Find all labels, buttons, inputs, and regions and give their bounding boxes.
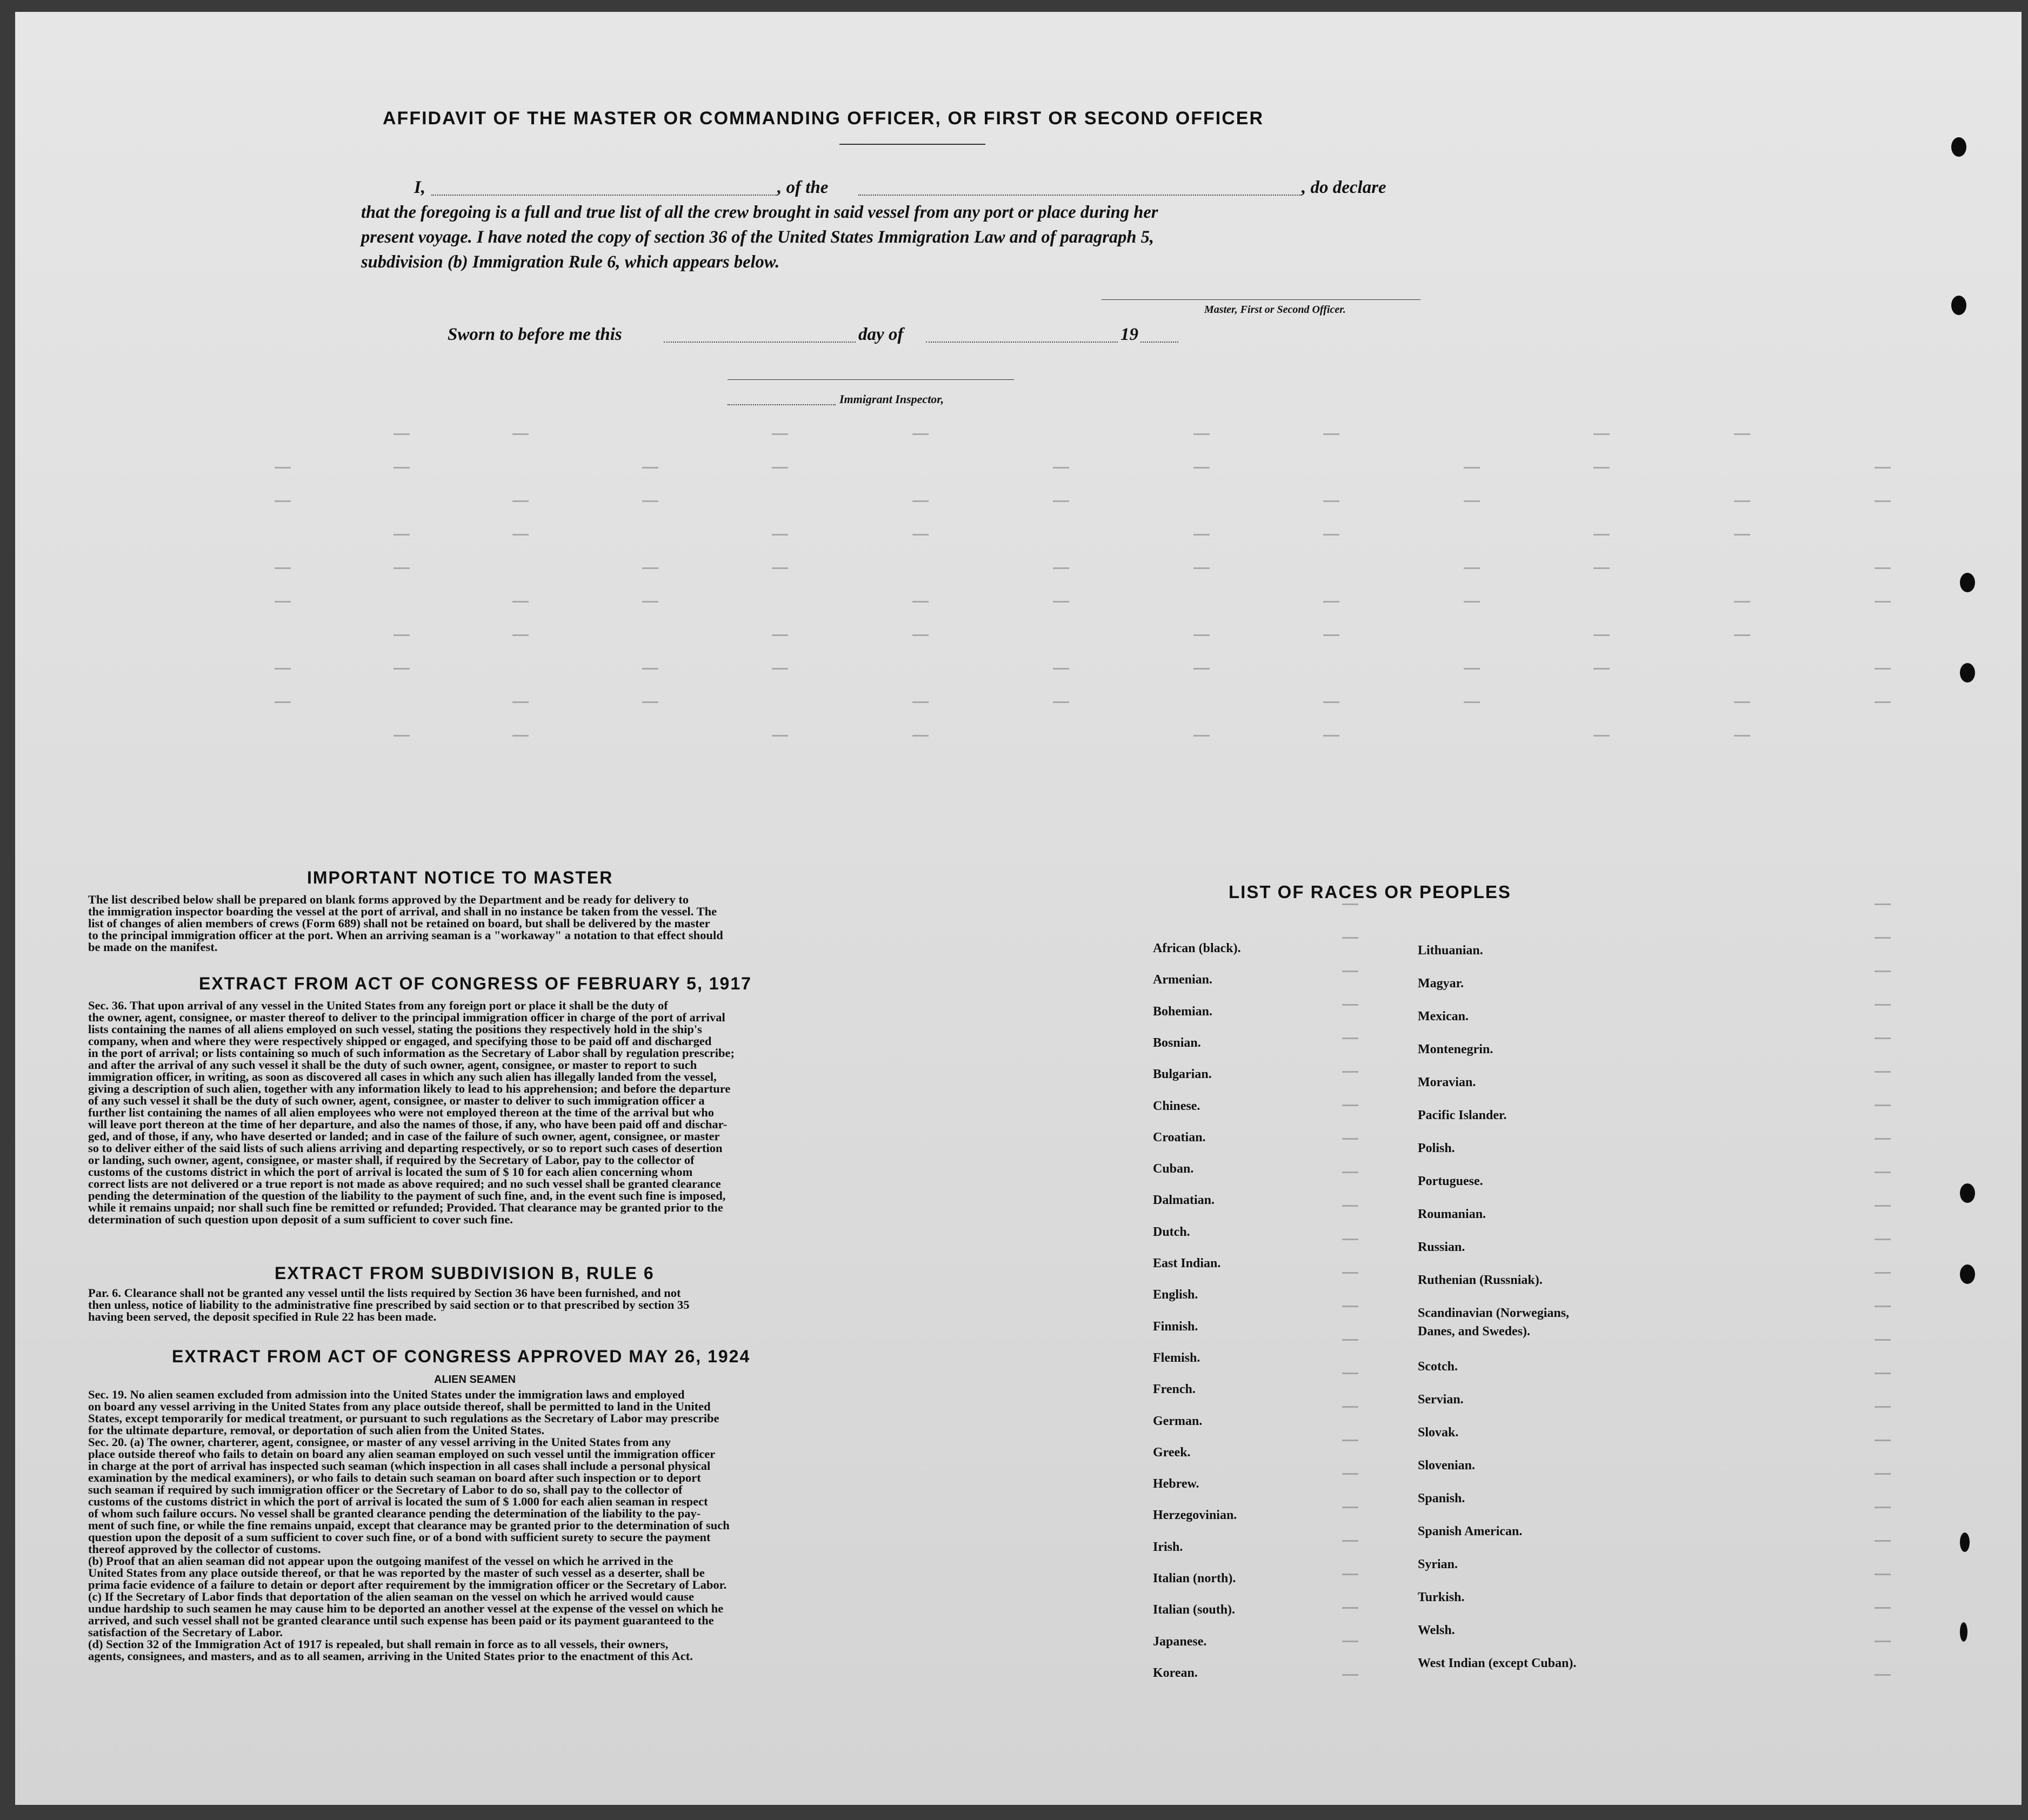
- race-item: Slovak.: [1418, 1426, 1459, 1440]
- form-dash: [642, 567, 658, 569]
- form-dash: [1342, 1339, 1358, 1341]
- form-dash: [1874, 1507, 1891, 1508]
- form-dash: [1464, 601, 1480, 603]
- form-dash: [1342, 1272, 1358, 1274]
- form-dash: [512, 534, 529, 536]
- notice-title: IMPORTANT NOTICE TO MASTER: [307, 868, 613, 887]
- race-item: Greek.: [1153, 1445, 1191, 1460]
- race-item: Magyar.: [1418, 976, 1464, 991]
- form-dash: [393, 668, 410, 670]
- declaration-line-3: present voyage. I have noted the copy of section 36 of the United States Immigration Law and of paragraph 5,: [361, 228, 1154, 247]
- form-dash: [1874, 1138, 1891, 1140]
- form-dash: [1734, 500, 1750, 502]
- form-dash: [512, 634, 529, 636]
- binder-hole: [1960, 663, 1975, 682]
- form-dash: [1053, 567, 1069, 569]
- inspector-label: Immigrant Inspector,: [839, 392, 944, 406]
- race-item: Bohemian.: [1153, 1004, 1213, 1019]
- form-dash: [1874, 1373, 1891, 1374]
- rule-6-line: having been served, the deposit specified in Rule 22 has been made.: [88, 1311, 437, 1323]
- form-dash: [393, 735, 410, 737]
- race-item: Montenegrin.: [1418, 1042, 1493, 1056]
- extract-1917-line: correct lists are not delivered or a true report is not made as above required; and no such vessel shall be granted clearance: [88, 1178, 721, 1190]
- race-item: Lithuanian.: [1418, 944, 1483, 958]
- race-item: East Indian.: [1153, 1256, 1221, 1270]
- race-item: Japanese.: [1153, 1634, 1207, 1649]
- binder-hole: [1960, 1264, 1975, 1284]
- form-dash: [1734, 433, 1750, 435]
- declaration-line-2: that the foregoing is a full and true list of all the crew brought in said vessel from any port or place during her: [361, 203, 1158, 222]
- form-dash: [1874, 1406, 1891, 1408]
- notice-line: list of changes of alien members of crews (Form 689) shall not be retained on board, but shall be delivered by the master: [88, 918, 710, 929]
- extract-1917-line: giving a description of such alien, together with any information likely to lead to his apprehension; and before the departure: [88, 1083, 731, 1095]
- form-dash: [1342, 1607, 1358, 1609]
- race-item: Syrian.: [1418, 1557, 1458, 1571]
- form-dash: [1874, 1440, 1891, 1441]
- extract-1917-line: of any such vessel it shall be the duty of such owner, agent, consignee, or master to deliver to such immigration officer a: [88, 1095, 705, 1107]
- sworn-day-of: day of: [858, 325, 904, 344]
- form-dash: [1342, 1540, 1358, 1542]
- extract-1924-line: (c) If the Secretary of Labor finds that deportation of the alien seaman on the vessel on which he arrived would cause: [88, 1591, 694, 1603]
- form-dash: [772, 534, 788, 536]
- form-dash: [1342, 1038, 1358, 1039]
- form-dash: [1323, 701, 1339, 703]
- form-dash: [1593, 668, 1610, 670]
- form-dash: [1342, 1071, 1358, 1073]
- declaration-do-declare: , do declare: [1302, 178, 1386, 197]
- form-dash: [1874, 904, 1891, 905]
- sworn-year-blank: [1140, 342, 1178, 343]
- form-dash: [1053, 701, 1069, 703]
- extract-1917-line: in the port of arrival; or lists containing so much of such information as the Secretary of Labor shall by regulation prescribe;: [88, 1047, 735, 1059]
- form-dash: [393, 534, 410, 536]
- form-dash: [1053, 601, 1069, 603]
- race-item: Korean.: [1153, 1665, 1198, 1680]
- form-dash: [1464, 567, 1480, 569]
- document-page: [15, 12, 2022, 1805]
- extract-1924-line: ment of such fine, or while the fine remains unpaid, except that clearance may be granted prior to the determination of such: [88, 1520, 730, 1531]
- race-item: Irish.: [1153, 1540, 1183, 1554]
- affidavit-title: AFFIDAVIT OF THE MASTER OR COMMANDING OFFICER, OR FIRST OR SECOND OFFICER: [383, 108, 1264, 129]
- binder-hole: [1960, 1622, 1967, 1642]
- form-dash: [1342, 1004, 1358, 1006]
- form-dash: [772, 467, 788, 469]
- race-item: Portuguese.: [1418, 1174, 1483, 1188]
- form-dash: [1342, 971, 1358, 972]
- form-dash: [1323, 534, 1339, 536]
- race-item: West Indian (except Cuban).: [1418, 1656, 1577, 1670]
- race-item: Danes, and Swedes).: [1418, 1324, 1531, 1339]
- form-dash: [1323, 500, 1339, 502]
- sworn-day-blank: [664, 342, 856, 343]
- form-dash: [772, 634, 788, 636]
- form-dash: [1874, 1205, 1891, 1207]
- race-item: Moravian.: [1418, 1075, 1476, 1089]
- name-blank: [431, 195, 777, 196]
- extract-1924-line: (d) Section 32 of the Immigration Act of 1917 is repealed, but shall remain in force as to all vessels, their owners,: [88, 1638, 669, 1650]
- form-dash: [772, 567, 788, 569]
- form-dash: [1874, 1339, 1891, 1341]
- form-dash: [1874, 1038, 1891, 1039]
- race-item: Scotch.: [1418, 1360, 1458, 1374]
- extract-1924-line: on board any vessel arriving in the United States from any place outside thereof, shall be permitted to land in the United: [88, 1401, 711, 1413]
- form-dash: [1342, 1172, 1358, 1173]
- extract-1924-body: [88, 1389, 904, 1662]
- form-dash: [1593, 467, 1610, 469]
- race-item: African (black).: [1153, 941, 1241, 955]
- form-dash: [912, 433, 929, 435]
- race-item: German.: [1153, 1414, 1203, 1428]
- extract-1924-line: Sec. 20. (a) The owner, charterer, agent, consignee, or master of any vessel arriving in the United States from any: [88, 1436, 671, 1448]
- race-item: French.: [1153, 1382, 1196, 1397]
- form-dash: [1874, 1004, 1891, 1006]
- form-dash: [1593, 634, 1610, 636]
- sworn-prefix: Sworn to before me this: [448, 325, 622, 344]
- form-dash: [1193, 534, 1210, 536]
- form-dash: [1342, 1373, 1358, 1374]
- race-item: Italian (north).: [1153, 1571, 1236, 1585]
- extract-1924-line: arrived, and such vessel shall not be granted clearance until such expense has been paid or its payment guaranteed to the: [88, 1615, 714, 1627]
- race-item: Roumanian.: [1418, 1207, 1486, 1221]
- master-signature-label: Master, First or Second Officer.: [1204, 304, 1346, 316]
- race-item: Hebrew.: [1153, 1477, 1199, 1491]
- form-dash: [1053, 500, 1069, 502]
- form-dash: [1193, 467, 1210, 469]
- race-item: Spanish American.: [1418, 1524, 1523, 1538]
- extract-1924-title: EXTRACT FROM ACT OF CONGRESS APPROVED MAY 26, 1924: [172, 1347, 751, 1366]
- form-dash: [1323, 735, 1339, 737]
- master-signature-line: [1102, 299, 1420, 300]
- form-dash: [275, 668, 291, 670]
- extract-1924-line: thereof approved by the collector of customs.: [88, 1543, 321, 1555]
- notice-line: to the principal immigration officer at the port. When an arriving seaman is a "workaway" a notation to that effect should: [88, 929, 723, 941]
- form-dash: [772, 668, 788, 670]
- form-dash: [275, 701, 291, 703]
- declaration-i: I,: [414, 178, 426, 197]
- form-dash: [1734, 735, 1750, 737]
- extract-1917-line: further list containing the names of all alien employees who were not employed thereon at the time of the arrival but who: [88, 1107, 715, 1119]
- extract-1917-body: [88, 1000, 904, 1226]
- extract-1924-line: States, except temporarily for medical treatment, or pursuant to such regulations as the Secretary of Labor may prescribe: [88, 1413, 719, 1424]
- form-dash: [1342, 1473, 1358, 1475]
- extract-1917-line: customs of the customs district in which the port of arrival is located the sum of $ 10 for each alien concerning whom: [88, 1166, 693, 1178]
- form-dash: [912, 534, 929, 536]
- sworn-year: 19: [1120, 325, 1138, 344]
- form-dash: [275, 500, 291, 502]
- extract-1917-line: lists containing the names of all aliens employed on such vessel, stating the positions they respectively hold in the ship's: [88, 1023, 702, 1035]
- vessel-blank: [858, 195, 1302, 196]
- form-dash: [1874, 1574, 1891, 1575]
- rule-6-line: then unless, notice of liability to the administrative fine prescribed by said section or to that prescribed by section 35: [88, 1299, 690, 1311]
- extract-1924-line: such seaman if required by such immigration officer or the Secretary of Labor to do so, shall pay to the collector of: [88, 1484, 683, 1496]
- binder-hole: [1960, 1183, 1975, 1203]
- extract-1917-line: determination of such question upon deposit of a sum sufficient to cover such fine.: [88, 1214, 513, 1226]
- form-dash: [1342, 1574, 1358, 1575]
- form-dash: [1053, 467, 1069, 469]
- extract-1924-line: examination by the medical examiners), or who fails to detain such seaman on board after such inspection or to deport: [88, 1472, 701, 1484]
- form-dash: [1874, 467, 1891, 469]
- rule-6-body: [88, 1287, 904, 1323]
- form-dash: [393, 433, 410, 435]
- form-dash: [1874, 1172, 1891, 1173]
- form-dash: [1193, 634, 1210, 636]
- race-item: Herzegovinian.: [1153, 1508, 1237, 1523]
- extract-1924-line: Sec. 19. No alien seamen excluded from admission into the United States under the immigration laws and employed: [88, 1389, 685, 1401]
- extract-1924-subtitle: ALIEN SEAMEN: [434, 1374, 516, 1386]
- binder-hole: [1960, 1533, 1970, 1552]
- extract-1924-line: in charge at the port of arrival has inspected such seaman (which inspection in all cases shall include a personal physical: [88, 1460, 711, 1472]
- form-dash: [772, 735, 788, 737]
- extract-1917-line: so to deliver either of the said lists of such aliens arriving and departing respectively, or so to report such cases of desertion: [88, 1142, 723, 1154]
- race-item: Servian.: [1418, 1393, 1464, 1407]
- race-item: Bulgarian.: [1153, 1067, 1212, 1082]
- form-dash: [1734, 701, 1750, 703]
- extract-1924-line: (b) Proof that an alien seaman did not appear upon the outgoing manifest of the vessel on which he arrived in the: [88, 1555, 673, 1567]
- extract-1924-line: question upon the deposit of a sum sufficient to cover such fine, or of a bond with sufficient surety to secure the payment: [88, 1531, 711, 1543]
- rule-6-line: Par. 6. Clearance shall not be granted any vessel until the lists required by Section 36 have been furnished, and not: [88, 1287, 681, 1299]
- form-dash: [912, 701, 929, 703]
- notice-line: be made on the manifest.: [88, 941, 218, 953]
- form-dash: [1193, 433, 1210, 435]
- form-dash: [1874, 1239, 1891, 1240]
- binder-hole: [1951, 296, 1966, 315]
- race-item: Croatian.: [1153, 1130, 1206, 1145]
- form-dash: [1874, 1306, 1891, 1307]
- extract-1917-title: EXTRACT FROM ACT OF CONGRESS OF FEBRUARY 5, 1917: [199, 974, 752, 993]
- race-item: Polish.: [1418, 1141, 1455, 1155]
- extract-1917-line: pending the determination of the question of the liability to the payment of such fine, and, in the event such fine is imposed,: [88, 1190, 726, 1202]
- race-item: Mexican.: [1418, 1009, 1469, 1023]
- declaration-line-4: subdivision (b) Immigration Rule 6, which appears below.: [361, 252, 780, 272]
- extract-1917-line: or landing, such owner, agent, consignee, or master shall, if required by the Secretary of Labor, pay to the collector of: [88, 1154, 695, 1166]
- form-dash: [512, 433, 529, 435]
- race-item: Cuban.: [1153, 1162, 1194, 1176]
- form-dash: [1593, 433, 1610, 435]
- race-item: Scandinavian (Norwegians,: [1418, 1306, 1570, 1320]
- race-item: Slovenian.: [1418, 1458, 1476, 1473]
- form-dash: [1342, 904, 1358, 905]
- title-underline: [839, 144, 985, 145]
- form-dash: [1323, 634, 1339, 636]
- extract-1917-line: the owner, agent, consignee, or master thereof to deliver to the principal immigration officer in charge of the port of arrival: [88, 1012, 725, 1023]
- race-item: Armenian.: [1153, 973, 1212, 987]
- form-dash: [1734, 601, 1750, 603]
- form-dash: [1874, 971, 1891, 972]
- extract-1924-line: customs of the customs district in which the port of arrival is located the sum of $ 1.000 for each alien seaman in respect: [88, 1496, 708, 1508]
- form-dash: [1342, 1205, 1358, 1207]
- extract-1924-line: undue hardship to such seamen he may cause him to be deported an another vessel at the expense of the vessel on which he: [88, 1603, 724, 1615]
- extract-1924-line: agents, consignees, and masters, and as to all seamen, arriving in the United States prior to the enactment of this Act.: [88, 1650, 693, 1662]
- form-dash: [1874, 1674, 1891, 1676]
- form-dash: [1593, 534, 1610, 536]
- form-dash: [1874, 1607, 1891, 1609]
- notice-line: the immigration inspector boarding the vessel at the port of arrival, and shall in no instance be taken from the vessel. The: [88, 906, 717, 918]
- form-dash: [1464, 500, 1480, 502]
- form-dash: [275, 467, 291, 469]
- extract-1924-line: prima facie evidence of a failure to detain or deport after requirement by the immigration officer or the Secretary of Labor.: [88, 1579, 727, 1591]
- form-dash: [1464, 701, 1480, 703]
- form-dash: [275, 567, 291, 569]
- extract-1924-line: United States from any place outside thereof, or that he was reported by the master of such vessel as a deserter, shall be: [88, 1567, 705, 1579]
- form-dash: [512, 701, 529, 703]
- form-dash: [642, 500, 658, 502]
- sworn-month-blank: [926, 342, 1118, 343]
- form-dash: [512, 500, 529, 502]
- race-item: Welsh.: [1418, 1623, 1455, 1637]
- race-item: Chinese.: [1153, 1099, 1200, 1113]
- extract-1924-line: place outside thereof who fails to detain on board any alien seaman employed on such vessel until the immigration officer: [88, 1448, 716, 1460]
- form-dash: [1342, 1406, 1358, 1408]
- inspector-signature-line: [728, 379, 1014, 380]
- race-item: Russian.: [1418, 1240, 1465, 1254]
- form-dash: [1342, 1440, 1358, 1441]
- form-dash: [1342, 1306, 1358, 1307]
- race-item: Dalmatian.: [1153, 1193, 1215, 1208]
- form-dash: [1874, 1473, 1891, 1475]
- form-dash: [1593, 735, 1610, 737]
- form-dash: [912, 500, 929, 502]
- extract-1917-line: ged, and of those, if any, who have deserted or landed; and in case of the failure of such owner, agent, consignee, or master: [88, 1130, 720, 1142]
- inspector-blank: [728, 404, 836, 405]
- form-dash: [1053, 668, 1069, 670]
- binder-hole: [1960, 573, 1975, 592]
- race-item: Bosnian.: [1153, 1035, 1201, 1050]
- form-dash: [1593, 567, 1610, 569]
- race-item: Italian (south).: [1153, 1603, 1236, 1617]
- form-dash: [1464, 467, 1480, 469]
- form-dash: [772, 433, 788, 435]
- form-dash: [1342, 1138, 1358, 1140]
- form-dash: [1342, 1105, 1358, 1106]
- form-dash: [1342, 1674, 1358, 1676]
- form-dash: [275, 601, 291, 603]
- form-dash: [1874, 500, 1891, 502]
- form-dash: [1342, 1641, 1358, 1642]
- form-dash: [1342, 1239, 1358, 1240]
- extract-1924-line: for the ultimate departure, removal, or deportation of such alien from the United States.: [88, 1424, 545, 1436]
- race-item: Ruthenian (Russniak).: [1418, 1273, 1543, 1287]
- form-dash: [1874, 1272, 1891, 1274]
- form-dash: [642, 701, 658, 703]
- form-dash: [1874, 701, 1891, 703]
- race-item: Finnish.: [1153, 1319, 1198, 1334]
- form-dash: [1874, 567, 1891, 569]
- extract-1917-line: and after the arrival of any such vessel it shall be the duty of such owner, agent, consignee, or master to report to such: [88, 1059, 697, 1071]
- form-dash: [642, 601, 658, 603]
- extract-1917-line: immigration officer, in writing, as soon as discovered all cases in which any such alien has illegally landed from the vessel,: [88, 1071, 717, 1083]
- form-dash: [1874, 1071, 1891, 1073]
- form-dash: [1193, 668, 1210, 670]
- form-dash: [912, 601, 929, 603]
- form-dash: [1323, 433, 1339, 435]
- form-dash: [1193, 735, 1210, 737]
- extract-1924-line: of whom such failure occurs. No vessel shall be granted clearance pending the determination of the liability to the pay-: [88, 1508, 701, 1520]
- race-item: Turkish.: [1418, 1590, 1465, 1604]
- form-dash: [1464, 668, 1480, 670]
- form-dash: [1734, 534, 1750, 536]
- form-dash: [1323, 601, 1339, 603]
- form-dash: [912, 735, 929, 737]
- form-dash: [393, 634, 410, 636]
- extract-1917-line: while it remains unpaid; nor shall such fine be remitted or refunded; Provided. That clearance may be granted prior to the: [88, 1202, 723, 1214]
- race-item: Spanish.: [1418, 1491, 1465, 1505]
- form-dash: [393, 467, 410, 469]
- notice-line: The list described below shall be prepared on blank forms approved by the Department and be ready for delivery to: [88, 894, 689, 906]
- form-dash: [1874, 668, 1891, 670]
- race-item: Pacific Islander.: [1418, 1108, 1507, 1122]
- form-dash: [1342, 1507, 1358, 1508]
- form-dash: [1874, 601, 1891, 603]
- form-dash: [1874, 1105, 1891, 1106]
- form-dash: [512, 601, 529, 603]
- form-dash: [1874, 937, 1891, 939]
- form-dash: [1874, 1641, 1891, 1642]
- extract-1917-line: Sec. 36. That upon arrival of any vessel in the United States from any foreign port or place it shall be the duty of: [88, 1000, 668, 1012]
- form-dash: [642, 467, 658, 469]
- race-item: English.: [1153, 1288, 1198, 1302]
- race-item: Flemish.: [1153, 1350, 1200, 1365]
- race-item: Dutch.: [1153, 1225, 1190, 1239]
- form-dash: [1193, 567, 1210, 569]
- declaration-of-the: , of the: [777, 178, 829, 197]
- binder-hole: [1951, 137, 1966, 157]
- form-dash: [512, 735, 529, 737]
- form-dash: [393, 567, 410, 569]
- extract-1917-line: company, when and where they were respectively shipped or engaged, and specifying those to be paid off and discharged: [88, 1035, 712, 1047]
- extract-1924-line: satisfaction of the Secretary of Labor.: [88, 1627, 283, 1638]
- form-dash: [912, 634, 929, 636]
- rule-6-title: EXTRACT FROM SUBDIVISION B, RULE 6: [275, 1263, 655, 1283]
- races-title: LIST OF RACES OR PEOPLES: [1229, 882, 1511, 902]
- form-dash: [1342, 937, 1358, 939]
- extract-1917-line: will leave port thereon at the time of her departure, and also the names of those, if any, who have been paid off and dischar-: [88, 1119, 728, 1130]
- form-dash: [642, 668, 658, 670]
- notice-body: [88, 894, 904, 953]
- form-dash: [1874, 1540, 1891, 1542]
- form-dash: [1734, 634, 1750, 636]
